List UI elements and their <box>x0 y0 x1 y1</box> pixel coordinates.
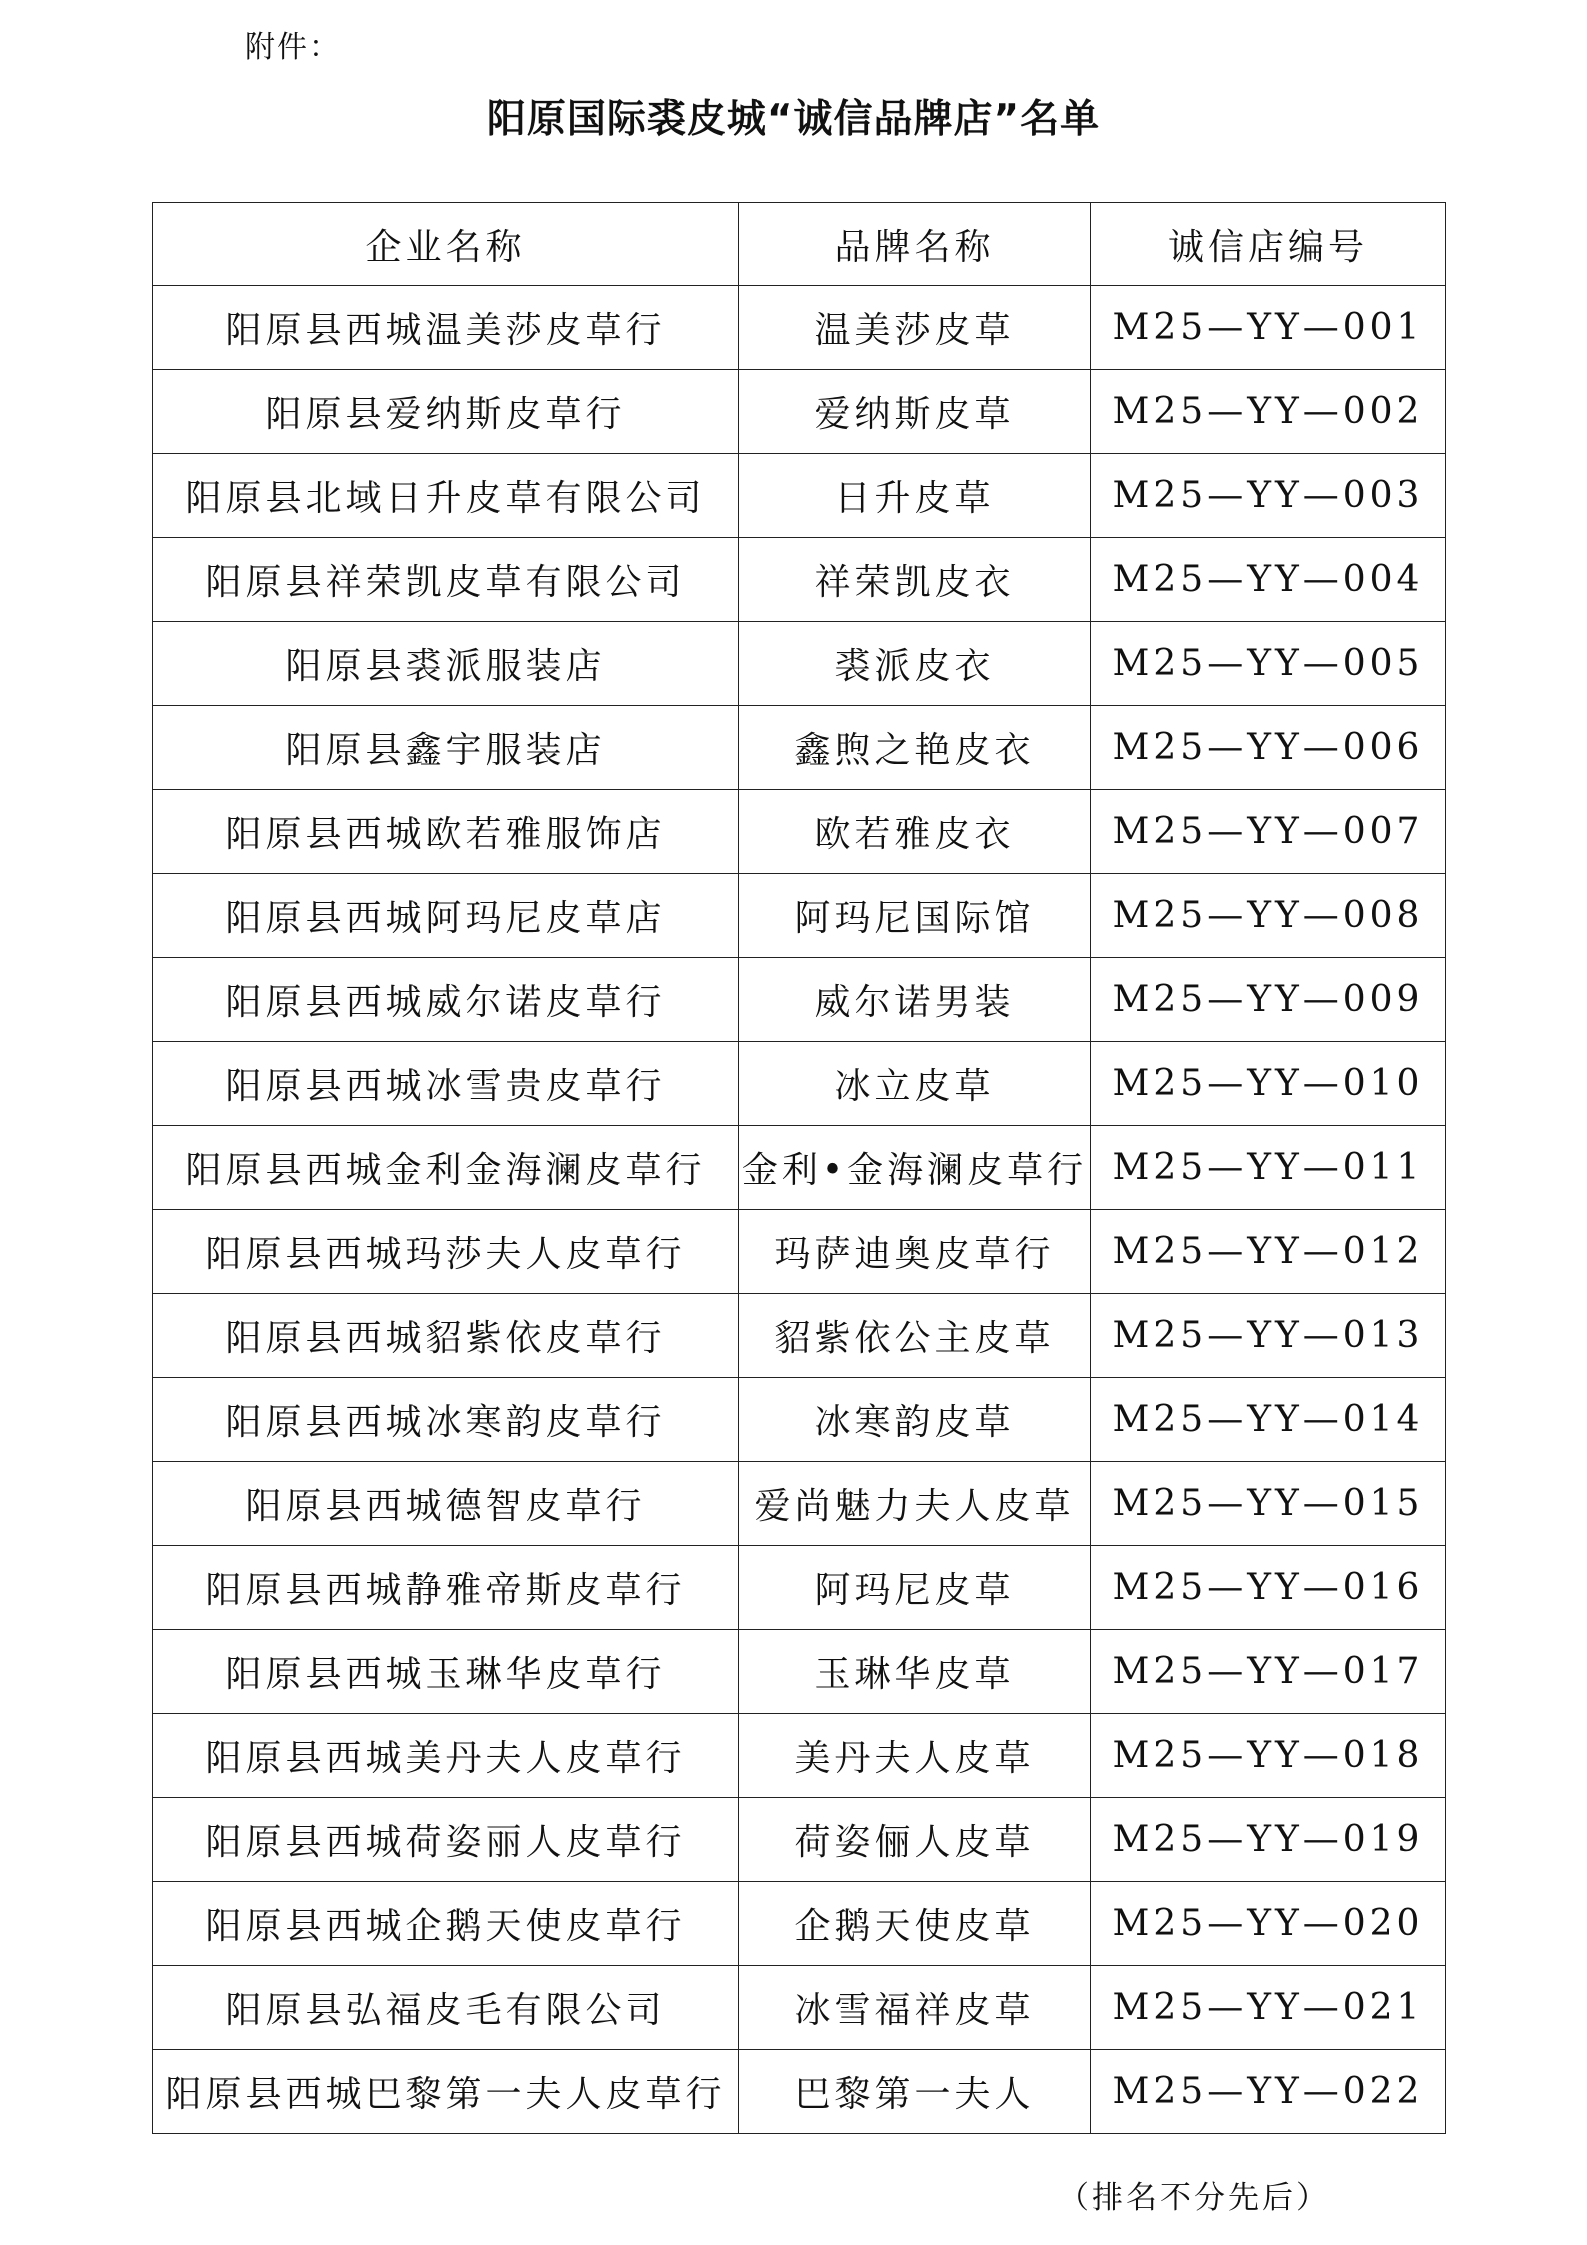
company-name-cell: 阳原县西城金利金海澜皮草行 <box>153 1126 739 1210</box>
company-name-cell: 阳原县西城玛莎夫人皮草行 <box>153 1210 739 1294</box>
store-number-cell: M25—YY—018 <box>1091 1714 1446 1798</box>
table-row <box>153 1798 1446 1882</box>
brand-name-cell: 裘派皮衣 <box>739 622 1091 706</box>
brand-name-cell: 玛萨迪奥皮草行 <box>739 1210 1091 1294</box>
company-name-cell: 阳原县西城欧若雅服饰店 <box>153 790 739 874</box>
store-number-cell: M25—YY—001 <box>1091 286 1446 370</box>
company-name-cell: 阳原县西城德智皮草行 <box>153 1462 739 1546</box>
brand-name-cell: 冰雪福祥皮草 <box>739 1966 1091 2050</box>
company-name-cell: 阳原县西城巴黎第一夫人皮草行 <box>153 2050 739 2134</box>
brand-name-cell: 美丹夫人皮草 <box>739 1714 1091 1798</box>
brand-name-cell: 企鹅天使皮草 <box>739 1882 1091 1966</box>
company-name-cell: 阳原县爱纳斯皮草行 <box>153 370 739 454</box>
store-number-cell: M25—YY—019 <box>1091 1798 1446 1882</box>
company-name-cell: 阳原县西城威尔诺皮草行 <box>153 958 739 1042</box>
table-row <box>153 1546 1446 1630</box>
store-number-cell: M25—YY—015 <box>1091 1462 1446 1546</box>
store-number-cell: M25—YY—009 <box>1091 958 1446 1042</box>
company-name-cell: 阳原县西城玉琳华皮草行 <box>153 1630 739 1714</box>
table-row <box>153 1126 1446 1210</box>
store-list-table <box>152 202 1446 2134</box>
table-row <box>153 1378 1446 1462</box>
company-name-cell: 阳原县弘福皮毛有限公司 <box>153 1966 739 2050</box>
brand-name-cell: 巴黎第一夫人 <box>739 2050 1091 2134</box>
table-row <box>153 454 1446 538</box>
table-row <box>153 1210 1446 1294</box>
brand-name-cell: 日升皮草 <box>739 454 1091 538</box>
store-number-cell: M25—YY—021 <box>1091 1966 1446 2050</box>
company-name-cell: 阳原县西城貂紫依皮草行 <box>153 1294 739 1378</box>
ranking-note: （排名不分先后） <box>1058 2180 1330 2216</box>
table-row <box>153 1294 1446 1378</box>
store-number-cell: M25—YY—007 <box>1091 790 1446 874</box>
brand-name-cell: 冰寒韵皮草 <box>739 1378 1091 1462</box>
table-row <box>153 370 1446 454</box>
store-number-cell: M25—YY—005 <box>1091 622 1446 706</box>
brand-name-cell: 荷姿俪人皮草 <box>739 1798 1091 1882</box>
company-name-cell: 阳原县西城企鹅天使皮草行 <box>153 1882 739 1966</box>
table-row <box>153 874 1446 958</box>
store-number-cell: M25—YY—014 <box>1091 1378 1446 1462</box>
brand-name-cell: 貂紫依公主皮草 <box>739 1294 1091 1378</box>
brand-name-cell: 鑫煦之艳皮衣 <box>739 706 1091 790</box>
store-number-cell: M25—YY—006 <box>1091 706 1446 790</box>
table-row <box>153 538 1446 622</box>
store-number-cell: M25—YY—012 <box>1091 1210 1446 1294</box>
table-row <box>153 2050 1446 2134</box>
table-row <box>153 1966 1446 2050</box>
brand-name-cell: 温美莎皮草 <box>739 286 1091 370</box>
document-title: 阳原国际裘皮城“诚信品牌店”名单 <box>486 97 1101 142</box>
table-row <box>153 1882 1446 1966</box>
table-row <box>153 1042 1446 1126</box>
store-number-cell: M25—YY—016 <box>1091 1546 1446 1630</box>
table-row <box>153 790 1446 874</box>
store-number-cell: M25—YY—008 <box>1091 874 1446 958</box>
company-name-cell: 阳原县北域日升皮草有限公司 <box>153 454 739 538</box>
company-name-cell: 阳原县西城荷姿丽人皮草行 <box>153 1798 739 1882</box>
company-name-cell: 阳原县西城冰寒韵皮草行 <box>153 1378 739 1462</box>
brand-name-cell: 威尔诺男装 <box>739 958 1091 1042</box>
company-name-cell: 阳原县鑫宇服装店 <box>153 706 739 790</box>
store-number-cell: M25—YY—003 <box>1091 454 1446 538</box>
brand-name-cell: 金利•金海澜皮草行 <box>739 1126 1091 1210</box>
brand-name-cell: 阿玛尼皮草 <box>739 1546 1091 1630</box>
brand-name-cell: 爱尚魅力夫人皮草 <box>739 1462 1091 1546</box>
store-number-cell: M25—YY—010 <box>1091 1042 1446 1126</box>
store-number-cell: M25—YY—020 <box>1091 1882 1446 1966</box>
brand-name-cell: 爱纳斯皮草 <box>739 370 1091 454</box>
brand-name-cell: 阿玛尼国际馆 <box>739 874 1091 958</box>
company-name-cell: 阳原县祥荣凯皮草有限公司 <box>153 538 739 622</box>
company-name-cell: 阳原县西城冰雪贵皮草行 <box>153 1042 739 1126</box>
company-name-cell: 阳原县西城美丹夫人皮草行 <box>153 1714 739 1798</box>
table-row <box>153 1630 1446 1714</box>
company-name-cell: 阳原县西城静雅帝斯皮草行 <box>153 1546 739 1630</box>
column-header-brand: 品牌名称 <box>739 203 1091 286</box>
table-row <box>153 622 1446 706</box>
company-name-cell: 阳原县西城温美莎皮草行 <box>153 286 739 370</box>
brand-name-cell: 冰立皮草 <box>739 1042 1091 1126</box>
store-number-cell: M25—YY—022 <box>1091 2050 1446 2134</box>
company-name-cell: 阳原县西城阿玛尼皮草店 <box>153 874 739 958</box>
store-number-cell: M25—YY—011 <box>1091 1126 1446 1210</box>
table-row <box>153 1714 1446 1798</box>
brand-name-cell: 欧若雅皮衣 <box>739 790 1091 874</box>
column-header-store-number: 诚信店编号 <box>1091 203 1446 286</box>
table-body <box>153 286 1446 2134</box>
column-header-company: 企业名称 <box>153 203 739 286</box>
brand-name-cell: 玉琳华皮草 <box>739 1630 1091 1714</box>
brand-name-cell: 祥荣凯皮衣 <box>739 538 1091 622</box>
store-number-cell: M25—YY—017 <box>1091 1630 1446 1714</box>
store-number-cell: M25—YY—004 <box>1091 538 1446 622</box>
table-row <box>153 706 1446 790</box>
attachment-label: 附件： <box>245 30 341 65</box>
table-row <box>153 958 1446 1042</box>
store-number-cell: M25—YY—013 <box>1091 1294 1446 1378</box>
table-header-row <box>153 203 1446 286</box>
table-row <box>153 1462 1446 1546</box>
table-row <box>153 286 1446 370</box>
company-name-cell: 阳原县裘派服装店 <box>153 622 739 706</box>
store-number-cell: M25—YY—002 <box>1091 370 1446 454</box>
